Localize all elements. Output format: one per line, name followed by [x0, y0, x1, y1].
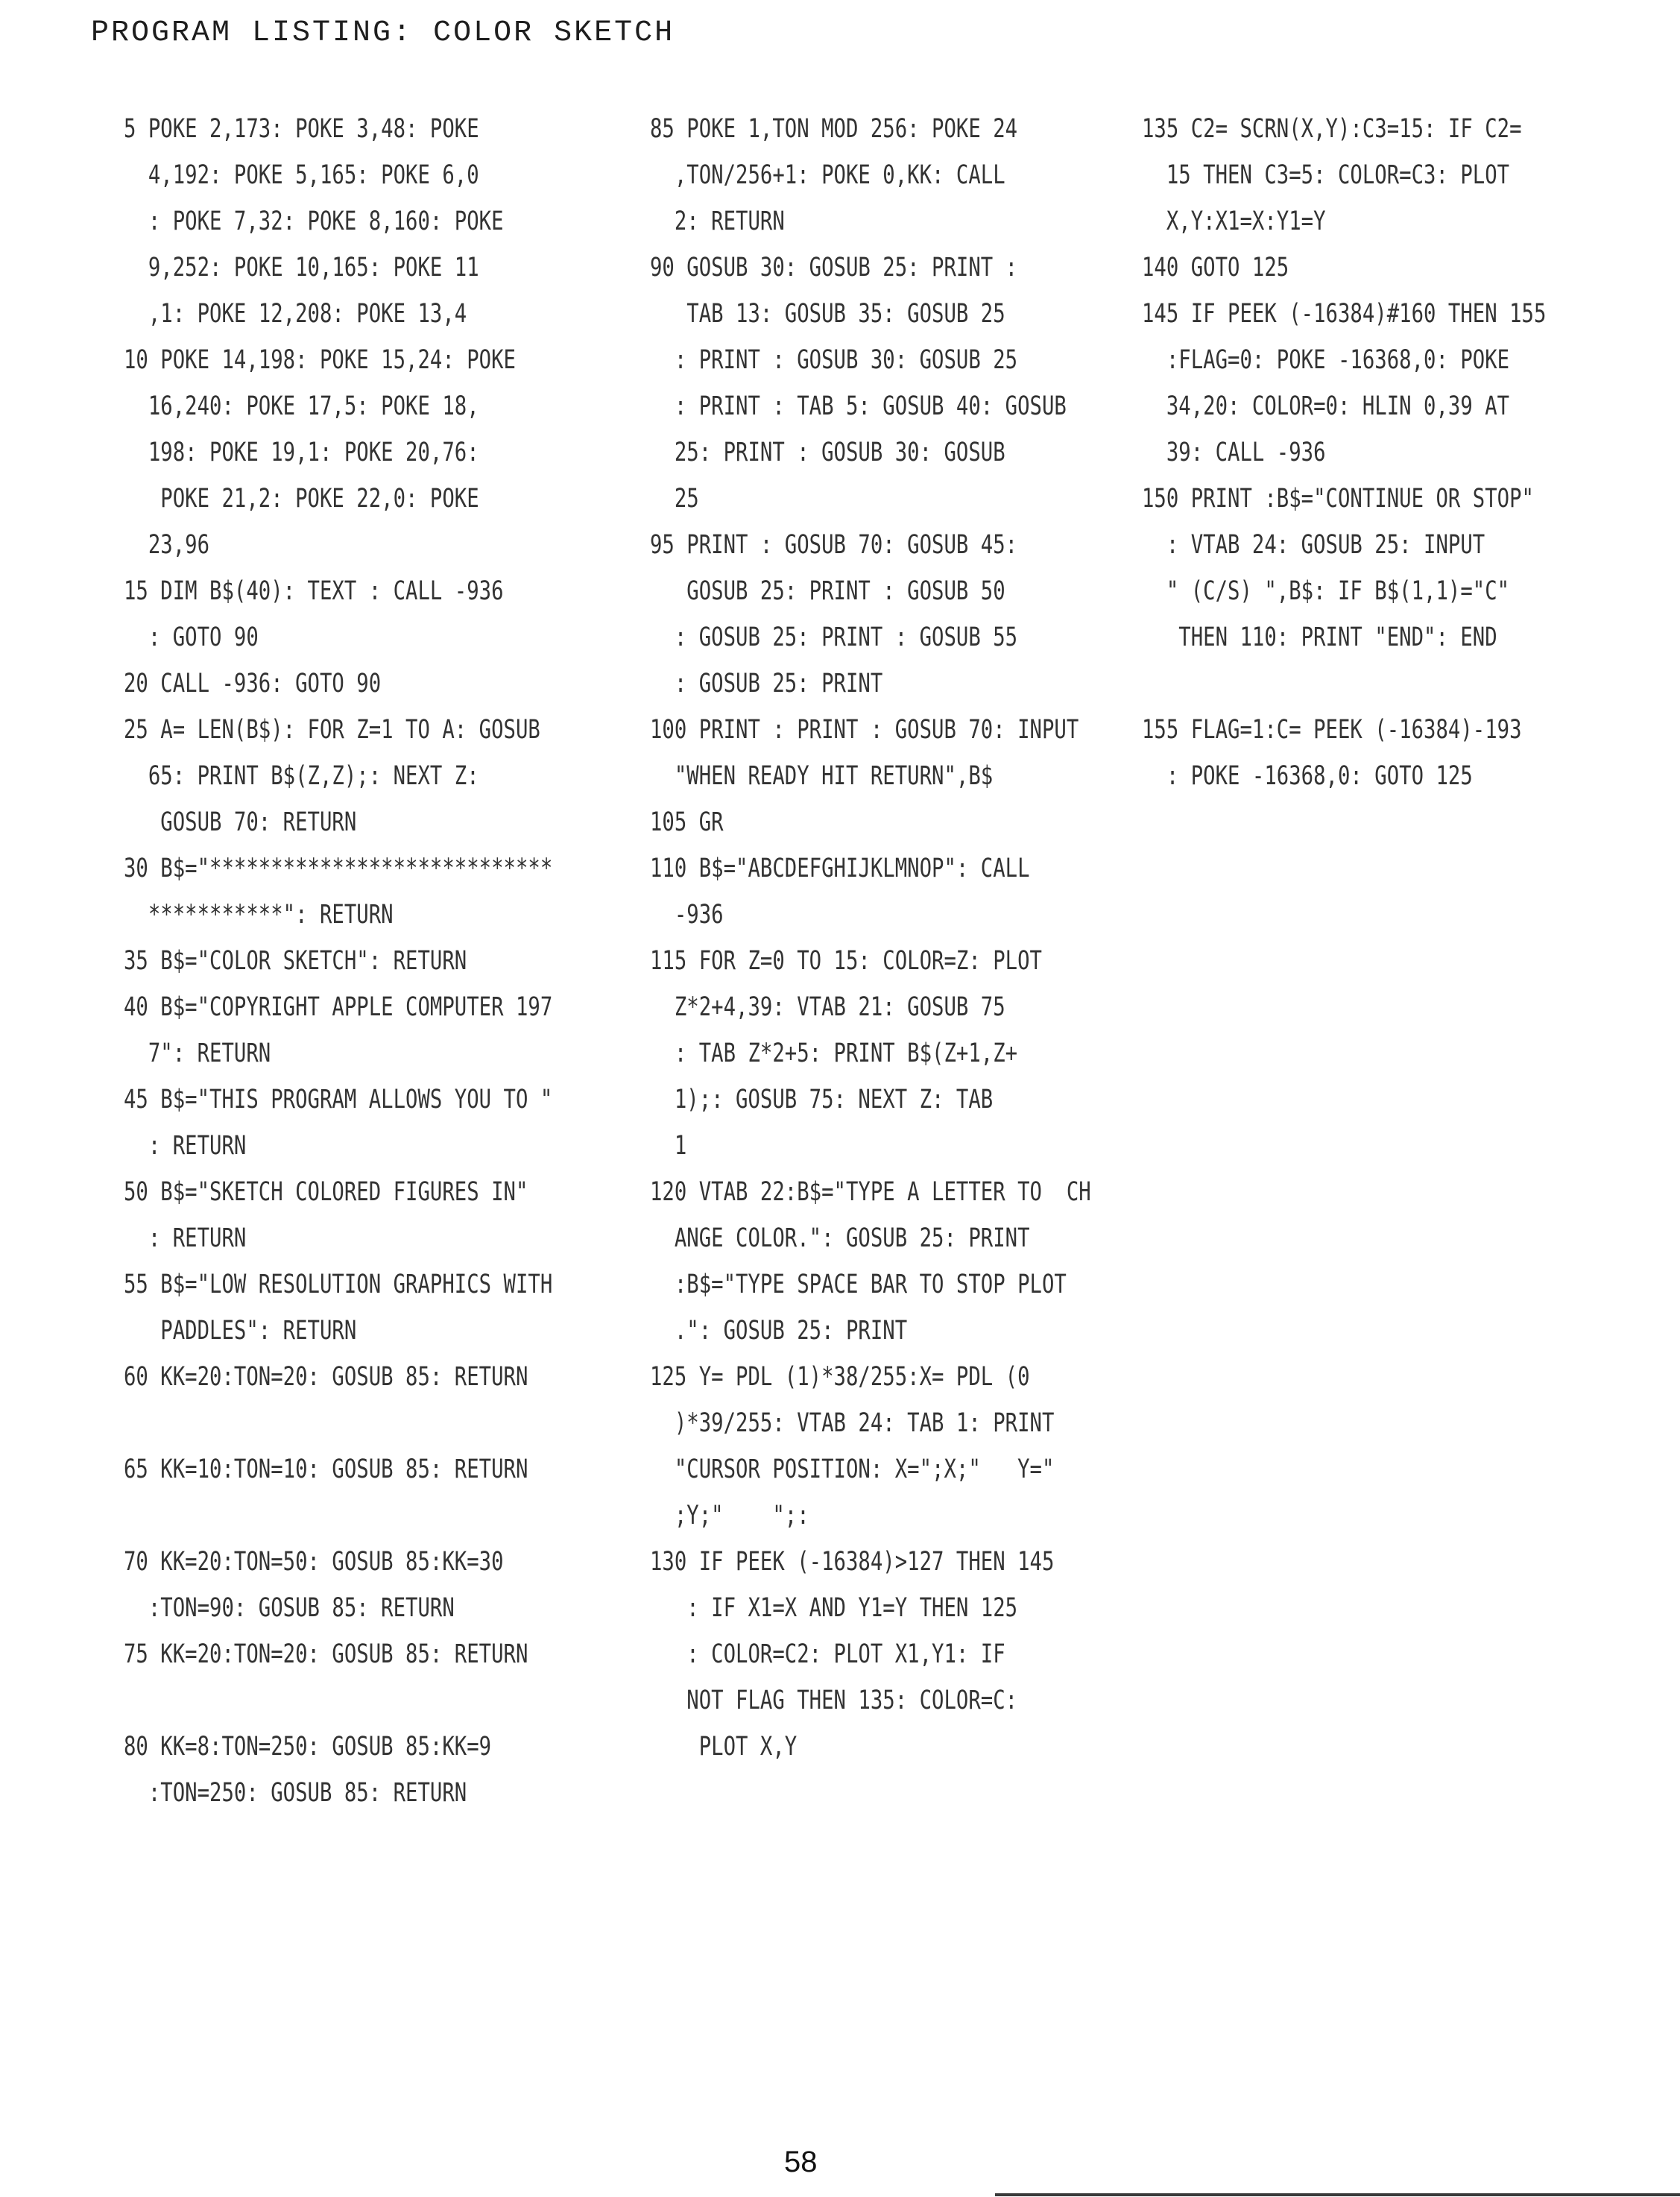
- listing-line: 1: [650, 1131, 687, 1161]
- listing-line: .": GOSUB 25: PRINT: [650, 1316, 908, 1346]
- listing-line: GOSUB 25: PRINT : GOSUB 50: [650, 576, 1005, 606]
- listing-line: [1142, 661, 1546, 707]
- listing-line: 1);: GOSUB 75: NEXT Z: TAB: [650, 1085, 994, 1115]
- listing-line: : PRINT : GOSUB 30: GOSUB 25: [650, 345, 1018, 375]
- listing-line: ,TON/256+1: POKE 0,KK: CALL: [650, 160, 1005, 190]
- listing-line: 25: PRINT : GOSUB 30: GOSUB: [650, 438, 1005, 467]
- listing-line: 39: CALL -936: [1142, 438, 1326, 467]
- listing-line: 120 VTAB 22:B$="TYPE A LETTER TO CH: [650, 1177, 1091, 1207]
- listing-line: 15 DIM B$(40): TEXT : CALL -936: [124, 576, 504, 606]
- listing-line: 4,192: POKE 5,165: POKE 6,0: [124, 160, 479, 190]
- listing-line: : COLOR=C2: PLOT X1,Y1: IF: [650, 1639, 1005, 1669]
- listing-line: 25 A= LEN(B$): FOR Z=1 TO A: GOSUB: [124, 715, 540, 745]
- listing-line: 100 PRINT : PRINT : GOSUB 70: INPUT: [650, 715, 1079, 745]
- listing-line: [124, 1492, 552, 1539]
- listing-line: Z*2+4,39: VTAB 21: GOSUB 75: [650, 992, 1005, 1022]
- listing-line: 140 GOTO 125: [1142, 253, 1289, 283]
- listing-line: ***********": RETURN: [124, 900, 394, 930]
- listing-line: [124, 1400, 552, 1446]
- listing-line: GOSUB 70: RETURN: [124, 807, 357, 837]
- listing-line: [124, 1677, 552, 1724]
- listing-line: 150 PRINT :B$="CONTINUE OR STOP": [1142, 484, 1534, 514]
- listing-line: :TON=250: GOSUB 85: RETURN: [124, 1778, 467, 1808]
- listing-line: 34,20: COLOR=0: HLIN 0,39 AT: [1142, 391, 1510, 421]
- listing-column-3: [1142, 106, 1546, 799]
- listing-line: 30 B$="****************************: [124, 854, 553, 883]
- listing-line: : VTAB 24: GOSUB 25: INPUT: [1142, 530, 1485, 560]
- listing-line: 95 PRINT : GOSUB 70: GOSUB 45:: [650, 530, 1018, 560]
- listing-line: ,1: POKE 12,208: POKE 13,4: [124, 299, 467, 329]
- listing-line: 105 GR: [650, 807, 724, 837]
- listing-line: 23,96: [124, 530, 210, 560]
- listing-line: 35 B$="COLOR SKETCH": RETURN: [124, 946, 467, 976]
- listing-line: X,Y:X1=X:Y1=Y: [1142, 207, 1326, 236]
- listing-line: 9,252: POKE 10,165: POKE 11: [124, 253, 479, 283]
- listing-line: TAB 13: GOSUB 35: GOSUB 25: [650, 299, 1005, 329]
- listing-line: " (C/S) ",B$: IF B$(1,1)="C": [1142, 576, 1510, 606]
- listing-line: ANGE COLOR.": GOSUB 25: PRINT: [650, 1223, 1030, 1253]
- listing-line: 40 B$="COPYRIGHT APPLE COMPUTER 197: [124, 992, 553, 1022]
- page-number: 58: [784, 2146, 818, 2178]
- listing-line: PLOT X,Y: [650, 1732, 798, 1762]
- listing-line: 10 POKE 14,198: POKE 15,24: POKE: [124, 345, 516, 375]
- listing-line: 55 B$="LOW RESOLUTION GRAPHICS WITH: [124, 1270, 553, 1299]
- listing-line: NOT FLAG THEN 135: COLOR=C:: [650, 1686, 1018, 1715]
- listing-line: 145 IF PEEK (-16384)#160 THEN 155: [1142, 299, 1547, 329]
- listing-line: : RETURN: [124, 1223, 247, 1253]
- listing-line: : GOTO 90: [124, 622, 259, 652]
- listing-line: 75 KK=20:TON=20: GOSUB 85: RETURN: [124, 1639, 528, 1669]
- listing-line: 80 KK=8:TON=250: GOSUB 85:KK=9: [124, 1732, 492, 1762]
- listing-line: 135 C2= SCRN(X,Y):C3=15: IF C2=: [1142, 114, 1522, 144]
- listing-line: :TON=90: GOSUB 85: RETURN: [124, 1593, 455, 1623]
- listing-line: 50 B$="SKETCH COLORED FIGURES IN": [124, 1177, 528, 1207]
- listing-line: THEN 110: PRINT "END": END: [1142, 622, 1497, 652]
- listing-line: 25: [650, 484, 699, 514]
- listing-line: : IF X1=X AND Y1=Y THEN 125: [650, 1593, 1018, 1623]
- listing-line: 198: POKE 19,1: POKE 20,76:: [124, 438, 479, 467]
- listing-line: -936: [650, 900, 724, 930]
- listing-line: "CURSOR POSITION: X=";X;" Y=": [650, 1454, 1055, 1484]
- listing-line: 155 FLAG=1:C= PEEK (-16384)-193: [1142, 715, 1522, 745]
- listing-line: 16,240: POKE 17,5: POKE 18,: [124, 391, 479, 421]
- listing-line: 7": RETURN: [124, 1038, 271, 1068]
- listing-line: 90 GOSUB 30: GOSUB 25: PRINT :: [650, 253, 1018, 283]
- listing-line: 15 THEN C3=5: COLOR=C3: PLOT: [1142, 160, 1510, 190]
- listing-line: 125 Y= PDL (1)*38/255:X= PDL (0: [650, 1362, 1030, 1392]
- listing-line: : POKE -16368,0: GOTO 125: [1142, 761, 1473, 791]
- page-title: PROGRAM LISTING: COLOR SKETCH: [91, 16, 675, 50]
- listing-column-2: [650, 106, 1091, 1770]
- listing-line: : PRINT : TAB 5: GOSUB 40: GOSUB: [650, 391, 1067, 421]
- listing-line: 70 KK=20:TON=50: GOSUB 85:KK=30: [124, 1547, 504, 1577]
- listing-line: 45 B$="THIS PROGRAM ALLOWS YOU TO ": [124, 1085, 553, 1115]
- listing-line: POKE 21,2: POKE 22,0: POKE: [124, 484, 479, 514]
- listing-line: ;Y;" ";:: [650, 1501, 809, 1531]
- listing-line: : POKE 7,32: POKE 8,160: POKE: [124, 207, 504, 236]
- listing-line: :B$="TYPE SPACE BAR TO STOP PLOT: [650, 1270, 1067, 1299]
- listing-line: : RETURN: [124, 1131, 247, 1161]
- listing-line: 5 POKE 2,173: POKE 3,48: POKE: [124, 114, 479, 144]
- listing-line: : GOSUB 25: PRINT: [650, 669, 883, 699]
- listing-line: : GOSUB 25: PRINT : GOSUB 55: [650, 622, 1018, 652]
- listing-line: PADDLES": RETURN: [124, 1316, 357, 1346]
- listing-line: :FLAG=0: POKE -16368,0: POKE: [1142, 345, 1510, 375]
- listing-column-1: [124, 106, 552, 1816]
- listing-line: 65: PRINT B$(Z,Z);: NEXT Z:: [124, 761, 479, 791]
- bottom-rule: [995, 2193, 1680, 2196]
- listing-line: 110 B$="ABCDEFGHIJKLMNOP": CALL: [650, 854, 1030, 883]
- listing-line: 130 IF PEEK (-16384)>127 THEN 145: [650, 1547, 1055, 1577]
- listing-line: 85 POKE 1,TON MOD 256: POKE 24: [650, 114, 1018, 144]
- listing-line: )*39/255: VTAB 24: TAB 1: PRINT: [650, 1408, 1055, 1438]
- listing-line: 60 KK=20:TON=20: GOSUB 85: RETURN: [124, 1362, 528, 1392]
- listing-line: 65 KK=10:TON=10: GOSUB 85: RETURN: [124, 1454, 528, 1484]
- listing-line: 20 CALL -936: GOTO 90: [124, 669, 382, 699]
- listing-line: "WHEN READY HIT RETURN",B$: [650, 761, 994, 791]
- listing-line: 2: RETURN: [650, 207, 785, 236]
- listing-line: : TAB Z*2+5: PRINT B$(Z+1,Z+: [650, 1038, 1018, 1068]
- listing-line: 115 FOR Z=0 TO 15: COLOR=Z: PLOT: [650, 946, 1042, 976]
